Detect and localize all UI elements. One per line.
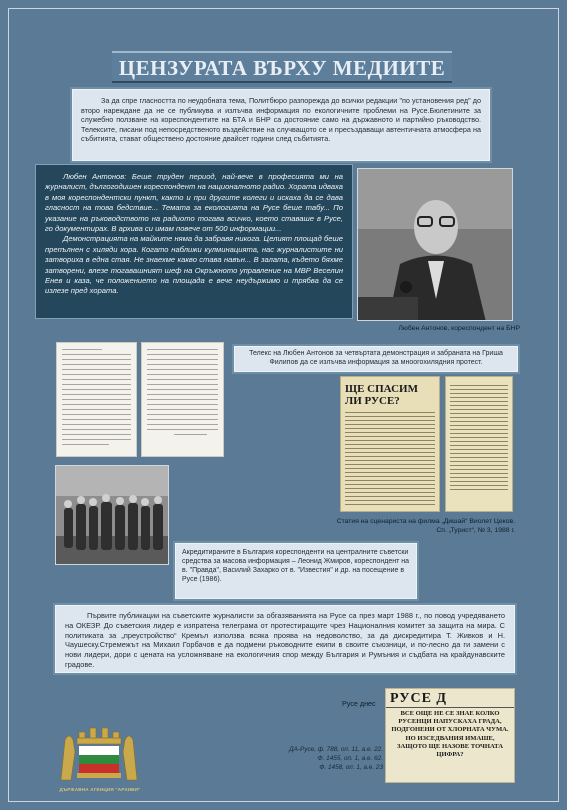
clipping-text-line <box>450 441 508 442</box>
telex-caption-panel: Телекс на Любен Антонов за четвъртата демонстрация и забраната на Гриша Филипов да се излъчва информация за мноогохилядния протест. <box>234 346 518 372</box>
clipping-text-line <box>345 480 435 481</box>
clipping-text-line <box>450 461 508 462</box>
clipping-text-line <box>345 424 435 425</box>
clipping-text-line <box>345 460 435 461</box>
newspaper-headline: ВСЕ ОЩЕ НЕ СЕ ЗНАЕ КОЛКО РУСЕНЦИ НАПУСКАХА ГРАДА, ПОДГОНЕНИ ОТ ХЛОРНАТА ЧУМА. НО ИЗСЕДВАНИЯ ИМАШЕ, ЗАЩОТО ЩЕ НАЗОВЕ ТОЧНАТА ЦИФРА? <box>391 710 509 759</box>
telex-page-2 <box>141 342 224 457</box>
clipping-text-line <box>450 433 508 434</box>
article-clipping-2 <box>445 376 513 512</box>
clippings-caption-line-2: Сп. „Турист“, № 3, 1988 г. <box>436 526 515 534</box>
antonov-photo-illustration <box>358 169 513 321</box>
clipping-text-line <box>450 445 508 446</box>
telex-line <box>147 409 218 410</box>
title-banner <box>112 51 452 83</box>
clipping-text-line <box>450 389 508 390</box>
telex-line <box>147 354 218 355</box>
clipping-text-line <box>450 489 508 490</box>
telex-page-1 <box>56 342 137 457</box>
clipping-text-line <box>345 444 435 445</box>
telex-line <box>62 394 131 395</box>
clipping-text-line <box>345 436 435 437</box>
clipping-text-line <box>450 421 508 422</box>
clipping-text-line <box>450 437 508 438</box>
clipping-text-line <box>450 453 508 454</box>
telex-line <box>62 409 131 410</box>
correspondents-photo-illustration <box>56 466 169 565</box>
telex-line <box>62 424 131 425</box>
quote-paragraph-1: Любен Антонов: Беше труден период, най-вече в професията ми на журналист, дългогодишен кореспондент на националното радио. Хората идваха в моя кореспондентски пункт, както и при другите колеги и искаха да се дава гласност на това бедствие... Темата за екологията на Русе беше табу... По указание на ръководството на радиото тогава всичко, което ставаше в Русе, го документирах. В архива си имам повече от 500 информации... <box>45 172 343 234</box>
telex-line <box>147 359 218 360</box>
telex-line <box>147 379 218 380</box>
soviet-publications-text-panel: Първите публикации на съветските журналисти за обгазяванията на Русе са през март 1988 г., по повод учредяването на ОКЕЗР. До съветския лидер е изпратена телеграма от протестиращите чрез Националния комитет за защита на мира. С политиката за „преустройство“ Кремъл използва всяка проява на недоволство, за да дискредитира Т. Живков и Н. Чаушеску.Стремежът на Михаил Горбачов е да подмени ръководните екипи в своите съюзници, и по-лесно да ги замени с нови лидери, дори с цената на усложняване на екологичния спор между България и Румъния и съдбата на крайдунавските градове. <box>55 605 515 673</box>
archives-agency-logo <box>55 722 143 784</box>
article-headline: ЩЕ СПАСИМ ЛИ РУСЕ? <box>345 383 418 407</box>
clipping-text-line <box>450 409 508 410</box>
telex-line <box>147 399 218 400</box>
clipping-text-line <box>450 473 508 474</box>
clipping-text-line <box>345 500 435 501</box>
clipping-text-line <box>345 496 435 497</box>
clipping-text-line <box>345 440 435 441</box>
telex-line <box>62 439 131 440</box>
quote-panel <box>35 164 353 319</box>
telex-line <box>62 359 131 360</box>
archive-ref-2: Ф. 1455, оп. 1, а.е. 62. <box>317 755 383 762</box>
clipping-text-line <box>450 405 508 406</box>
telex-line <box>62 389 131 390</box>
clipping-text-line <box>345 416 435 417</box>
telex-line <box>147 394 218 395</box>
clipping-text-line <box>345 476 435 477</box>
clippings-caption-line-1: Статия на сценариста на филма „Дишай“ Виолет Цеков. <box>336 518 515 525</box>
telex-line <box>62 414 131 415</box>
clipping-text-line <box>450 485 508 486</box>
telex-line <box>62 364 131 365</box>
telex-line <box>147 429 218 430</box>
clipping-text-line <box>345 420 435 421</box>
clipping-text-line <box>450 413 508 414</box>
clipping-text-line <box>450 385 508 386</box>
telex-line <box>147 369 218 370</box>
clipping-text-line <box>345 456 435 457</box>
telex-line <box>62 384 131 385</box>
clipping-text-line <box>450 449 508 450</box>
clippings-caption <box>330 518 515 536</box>
telex-line <box>147 424 218 425</box>
clipping-text-line <box>345 484 435 485</box>
clipping-text-line <box>345 488 435 489</box>
photo-soviet-correspondents <box>55 465 169 565</box>
telex-line <box>147 374 218 375</box>
quote-paragraph-2: Демонстрацията на майките няма да забравя никога. Целият площад беше препълнен с хиляди хора. Когато наближи кулминацията, нас журналистите ни затвориха в една стая. Не знаехме какво става навън... В залата, където бяхме затворени, влезе тогавашният шеф на Окръжното управление на МВР Веселин Енев и каза, че положението на площада е вече неудържимо и трябва да се излезе пред хората. <box>45 234 343 296</box>
telex-line <box>62 374 131 375</box>
telex-line <box>62 444 109 445</box>
telex-line <box>62 434 131 435</box>
archive-ref-3: Ф. 1458, оп. 1, а.е. 23 <box>319 764 383 771</box>
telex-line <box>62 419 131 420</box>
clipping-text-line <box>345 412 435 413</box>
clipping-text-line <box>345 452 435 453</box>
clipping-text-line <box>345 464 435 465</box>
clipping-text-line <box>450 469 508 470</box>
telex-line <box>147 404 218 405</box>
antonov-photo-caption: Любен Антонов, кореспондент на БНР <box>398 325 520 332</box>
clipping-text-line <box>450 457 508 458</box>
accreditation-caption-panel: Акредитираните в България кореспонденти на централните съветски средства за масова информация – Леонид Жмиров, кореспондент на в. "Правда", Василий Захарко от в. "Известия" и др. на посещение в Русе (1986). <box>175 543 417 599</box>
newspaper-masthead: РУСЕ Д <box>386 689 514 708</box>
archive-ref-1: ДА-Русе, ф. 788, оп. 11, а.е. 22. <box>289 746 383 753</box>
clipping-text-line <box>345 432 435 433</box>
clipping-text-line <box>450 417 508 418</box>
clipping-text-line <box>345 468 435 469</box>
photo-lyuben-antonov <box>357 168 513 321</box>
telex-line <box>147 414 218 415</box>
clipping-text-line <box>345 472 435 473</box>
page-title: ЦЕНЗУРАТА ВЪРХУ МЕДИИТЕ <box>118 56 446 80</box>
intro-text-panel: За да спре гласността по неудобната тема, Политбюро разпорежда до всички редакции "по установения ред" до второ нареждане да не се публикува и излъчва информация по екологичните проблеми на Русе.Бюлетините за служебно ползване на кореспондентите на БТА и БНР са достояние само на държавното и партийно ръководство. Телексите, писани под непосредственото въздействие на случващото се и пресъздаващи автентичната атмосфера на събитията, стават обществено достояние двайсет години след събитията. <box>72 89 490 161</box>
clipping-text-line <box>450 481 508 482</box>
logo-label: ДЪРЖАВНА АГЕНЦИЯ "АРХИВИ" <box>59 787 141 792</box>
telex-line <box>147 364 218 365</box>
clipping-text-line <box>450 393 508 394</box>
clipping-text-line <box>450 425 508 426</box>
telex-line <box>174 434 206 435</box>
telex-line <box>62 399 131 400</box>
telex-line <box>62 404 131 405</box>
telex-line <box>62 379 131 380</box>
article-clipping-1 <box>340 376 440 512</box>
clipping-text-line <box>345 448 435 449</box>
telex-line <box>62 349 102 350</box>
telex-line <box>147 349 218 350</box>
clipping-text-line <box>345 492 435 493</box>
telex-line <box>62 429 131 430</box>
ruse-newspaper-clipping <box>385 688 515 783</box>
telex-line <box>62 369 131 370</box>
clipping-text-line <box>450 397 508 398</box>
telex-line <box>147 389 218 390</box>
telex-line <box>147 384 218 385</box>
telex-line <box>62 354 131 355</box>
archive-references <box>285 745 383 772</box>
clipping-text-line <box>450 477 508 478</box>
clipping-text-line <box>450 429 508 430</box>
clipping-text-line <box>450 465 508 466</box>
clipping-text-line <box>345 428 435 429</box>
telex-line <box>147 419 218 420</box>
ruse-today-label: Русе днес <box>342 699 376 708</box>
clipping-text-line <box>345 504 435 505</box>
clipping-text-line <box>450 401 508 402</box>
